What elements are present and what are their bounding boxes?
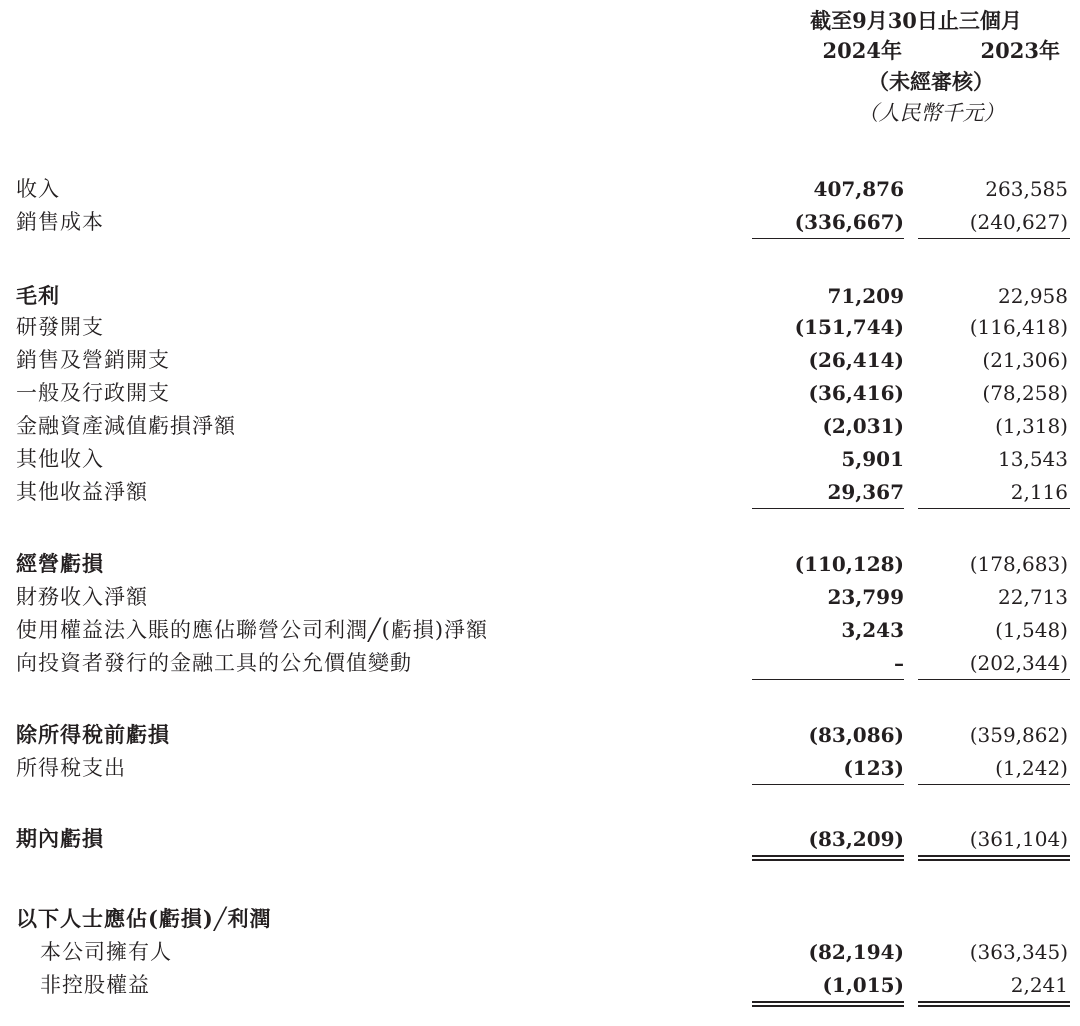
row-label: 使用權益法入賬的應佔聯營公司利潤╱(虧損)淨額 <box>16 618 489 642</box>
year-headings <box>752 36 1070 66</box>
value-2023: (240,627) <box>969 210 1068 234</box>
value-2023: (363,345) <box>969 940 1068 964</box>
value-2023: (78,258) <box>982 381 1068 405</box>
row-operating-loss <box>0 549 1080 579</box>
row-label: 毛利 <box>16 283 60 308</box>
value-2024: 23,799 <box>827 585 904 609</box>
value-2023: 2,116 <box>1010 480 1068 504</box>
value-2023: 263,585 <box>985 177 1068 201</box>
value-2023: (116,418) <box>969 315 1068 339</box>
value-2023: (1,318) <box>995 414 1068 438</box>
value-2023: (1,548) <box>995 618 1068 642</box>
row-impairment-losses <box>0 411 1080 441</box>
row-label: 研發開支 <box>16 315 104 339</box>
row-share-of-associates <box>0 615 1080 645</box>
row-cost-of-sales <box>0 207 1080 237</box>
row-selling-marketing-expenses <box>0 345 1080 375</box>
value-2023: (202,344) <box>969 651 1068 675</box>
row-label: 除所得稅前虧損 <box>16 722 170 747</box>
value-2023: 2,241 <box>1010 973 1068 997</box>
subtotal-rule <box>752 238 904 239</box>
value-2023: 22,713 <box>998 585 1068 609</box>
value-2024: – <box>894 651 904 675</box>
value-2024: (26,414) <box>808 348 904 372</box>
total-double-rule <box>752 1001 904 1007</box>
row-revenue <box>0 174 1080 204</box>
row-gross-profit <box>0 281 1080 311</box>
row-label: 以下人士應佔(虧損)╱利潤 <box>16 906 272 931</box>
row-label: 銷售成本 <box>16 210 104 234</box>
subtotal-rule <box>918 679 1070 680</box>
row-label: 一般及行政開支 <box>16 381 170 405</box>
row-other-income <box>0 444 1080 474</box>
value-2023: (178,683) <box>969 552 1068 576</box>
row-label: 金融資產減值虧損淨額 <box>16 414 236 438</box>
unaudited-note: （未經審核） <box>868 69 994 94</box>
row-admin-expenses <box>0 378 1080 408</box>
row-other-gains-net <box>0 477 1080 507</box>
value-2023: 22,958 <box>998 284 1068 308</box>
value-2024: (151,744) <box>794 315 904 339</box>
row-label: 財務收入淨額 <box>16 585 148 609</box>
period-heading: 截至9月30日止三個月 <box>810 8 1022 33</box>
value-2024: 29,367 <box>827 480 904 504</box>
subtotal-rule <box>752 679 904 680</box>
row-label: 銷售及營銷開支 <box>16 348 170 372</box>
row-label: 所得稅支出 <box>16 756 126 780</box>
year-2023-heading: 2023年 <box>980 38 1060 63</box>
value-2024: (110,128) <box>794 552 904 576</box>
total-double-rule <box>918 1001 1070 1007</box>
value-2023: 13,543 <box>998 447 1068 471</box>
row-non-controlling-interests <box>0 970 1080 1000</box>
value-2024: (2,031) <box>822 414 904 438</box>
column-header <box>752 6 1070 128</box>
value-2023: (21,306) <box>982 348 1068 372</box>
row-fair-value-changes <box>0 648 1080 678</box>
row-label: 其他收益淨額 <box>16 480 148 504</box>
subtotal-rule <box>918 784 1070 785</box>
row-attributable-heading <box>0 904 1080 934</box>
currency-unit-note: （人民幣千元） <box>857 101 1005 125</box>
row-income-tax-expense <box>0 753 1080 783</box>
row-finance-income-net <box>0 582 1080 612</box>
value-2023: (359,862) <box>969 723 1068 747</box>
value-2024: (83,086) <box>808 723 904 747</box>
value-2023: (1,242) <box>995 756 1068 780</box>
total-double-rule <box>918 855 1070 861</box>
subtotal-rule <box>752 508 904 509</box>
row-label: 向投資者發行的金融工具的公允價值變動 <box>16 651 412 675</box>
year-2024-heading: 2024年 <box>822 38 902 63</box>
row-owners-of-company <box>0 937 1080 967</box>
row-loss-for-period <box>0 824 1080 854</box>
row-rd-expenses <box>0 312 1080 342</box>
value-2024: (1,015) <box>822 973 904 997</box>
value-2024: (36,416) <box>808 381 904 405</box>
row-label: 本公司擁有人 <box>40 940 172 964</box>
value-2024: 3,243 <box>841 618 904 642</box>
row-label: 期內虧損 <box>16 826 104 851</box>
value-2024: (83,209) <box>808 827 904 851</box>
row-label: 其他收入 <box>16 447 104 471</box>
value-2024: (123) <box>843 756 904 780</box>
row-loss-before-tax <box>0 720 1080 750</box>
value-2023: (361,104) <box>969 827 1068 851</box>
subtotal-rule <box>918 508 1070 509</box>
value-2024: 407,876 <box>813 177 904 201</box>
subtotal-rule <box>752 784 904 785</box>
row-label: 收入 <box>16 177 60 201</box>
row-label: 經營虧損 <box>16 551 104 576</box>
value-2024: (82,194) <box>808 940 904 964</box>
value-2024: 5,901 <box>841 447 904 471</box>
subtotal-rule <box>918 238 1070 239</box>
row-label: 非控股權益 <box>40 973 150 997</box>
value-2024: 71,209 <box>827 284 904 308</box>
value-2024: (336,667) <box>794 210 904 234</box>
total-double-rule <box>752 855 904 861</box>
